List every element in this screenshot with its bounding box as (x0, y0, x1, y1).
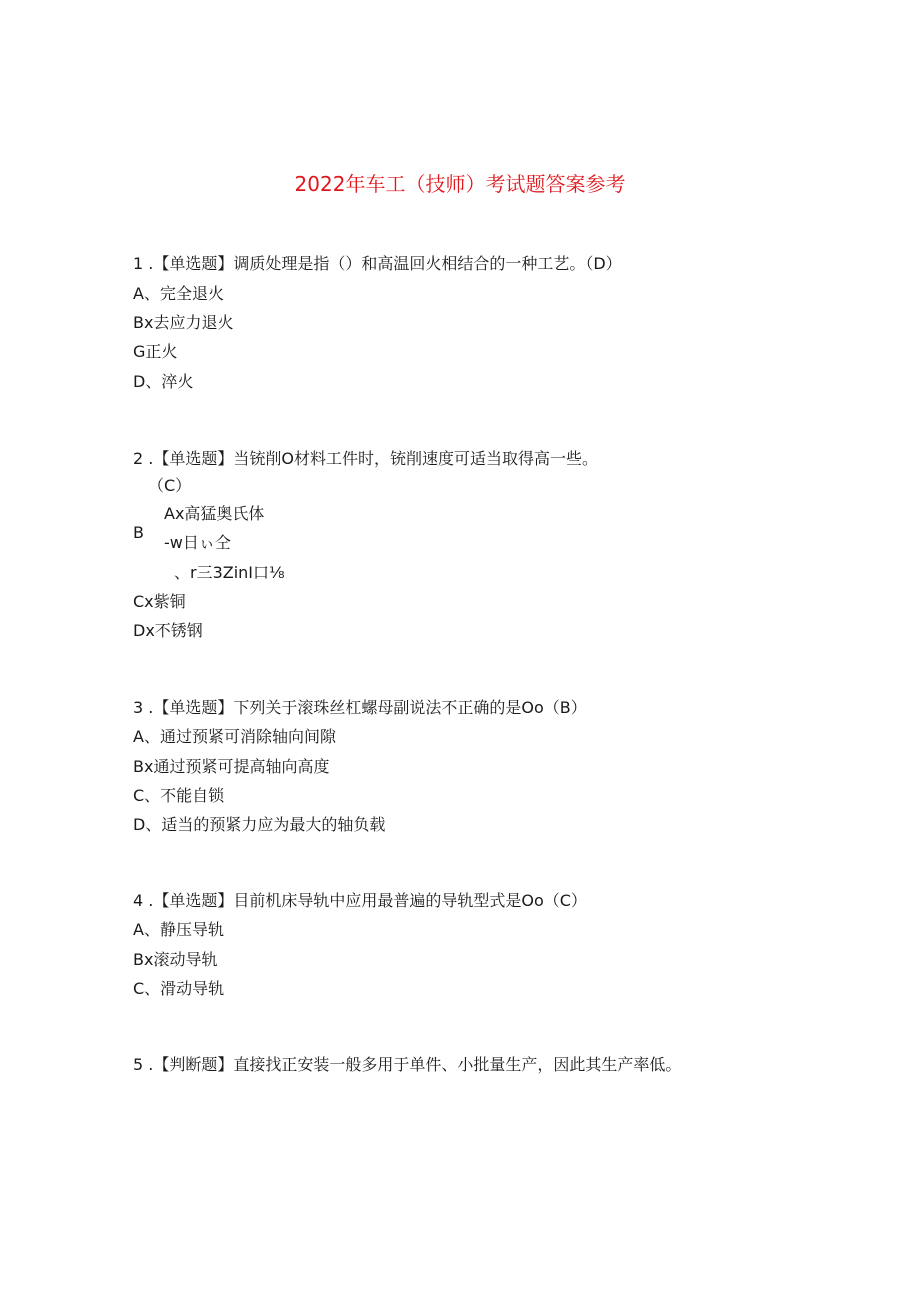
question-1-stem: 1 .【单选题】调质处理是指（）和高温回火相结合的一种工艺。（D） (133, 254, 622, 273)
question-2-option-c: Cx紫铜 (133, 592, 186, 611)
question-1-option-b: Bx去应力退火 (133, 313, 234, 332)
question-1-option-c: G正火 (133, 342, 178, 361)
question-4-option-a: A、静压导轨 (133, 920, 224, 939)
question-4-option-c: C、滑动导轨 (133, 979, 225, 998)
question-2-answer: （C） (148, 476, 192, 495)
question-2-stem: 2 .【单选题】当铳削O材料工件时，铳削速度可适当取得高一些。 (133, 449, 598, 468)
document-title: 2022年车工（技师）考试题答案参考 (294, 172, 626, 196)
question-3-stem: 3 .【单选题】下列关于滚珠丝杠螺母副说法不正确的是Oo（B） (133, 698, 587, 717)
question-3-option-a: A、通过预紧可消除轴向间隙 (133, 727, 336, 746)
question-2-option-a: Ax高猛奥氏体 (164, 504, 265, 523)
question-2-option-b-garbled-line-1: -w日ぃ仝 (164, 533, 231, 552)
question-2-option-d: Dx不锈钢 (133, 621, 203, 640)
question-1-option-d: D、淬火 (133, 372, 194, 391)
question-4-stem: 4 .【单选题】目前机床导轨中应用最普遍的导轨型式是Oo（C） (133, 891, 587, 910)
question-5-stem: 5 .【判断题】直接找正安装一般多用于单件、小批量生产，因此其生产率低。 (133, 1055, 682, 1074)
question-3-option-c: C、不能自锁 (133, 786, 225, 805)
question-1-option-a: A、完全退火 (133, 284, 224, 303)
question-4-option-b: Bx滚动导轨 (133, 950, 218, 969)
question-3-option-b: Bx通过预紧可提高轴向高度 (133, 757, 330, 776)
question-2-option-b-label: B (133, 523, 144, 542)
question-2-option-b-garbled-line-2: 、r三3ZinI口⅛ (174, 563, 285, 582)
question-3-option-d: D、适当的预紧力应为最大的轴负载 (133, 815, 386, 834)
